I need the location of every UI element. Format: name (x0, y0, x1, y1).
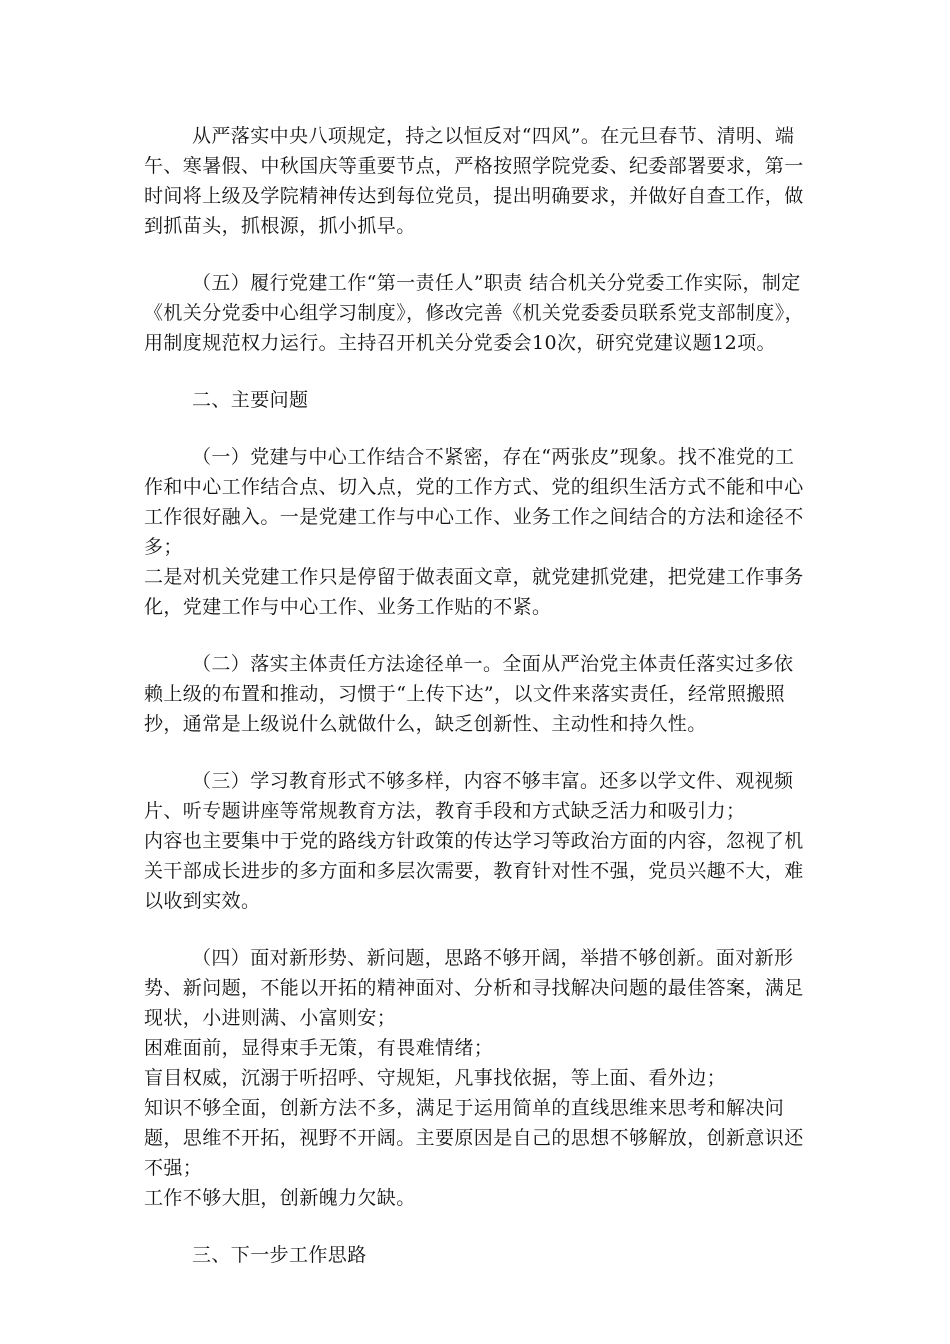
section-heading-next-steps: 三、下一步工作思路 (192, 1244, 367, 1266)
paragraph-line: 内容也主要集中于党的路线方针政策的传达学习等政治方面的内容，忽视了机关干部成长进步的多方面和多层次需要，教育针对性不强，党员兴趣不大，难以收到实效。 (144, 830, 804, 912)
paragraph-line: 知识不够全面，创新方法不多，满足于运用简单的直线思维来思考和解决问题，思维不开拓，视野不开阔。主要原因是自己的思想不够解放，创新意识还不强； (144, 1097, 804, 1179)
paragraph-line: （二）落实主体责任方法途径单一。全面从严治党主体责任落实过多依赖上级的布置和推动，习惯于“上传下达”，以文件来落实责任，经常照搬照抄，通常是上级说什么就做什么，缺乏创新性、主动性和持久性。 (144, 653, 794, 735)
paragraph-line: 盲目权威，沉溺于听招呼、守规矩，凡事找依据，等上面、看外边； (144, 1067, 727, 1089)
section-heading-main-problems: 二、主要问题 (192, 389, 309, 411)
paragraph-problem-four (144, 943, 810, 1213)
paragraph-line: （三）学习教育形式不够多样，内容不够丰富。还多以学文件、观视频片、听专题讲座等常规教育方法，教育手段和方式缺乏活力和吸引力； (144, 770, 794, 822)
paragraph-line: 二是对机关党建工作只是停留于做表面文章，就党建抓党建，把党建工作事务化，党建工作与中心工作、业务工作贴的不紧。 (144, 566, 804, 618)
paragraph-line: （四）面对新形势、新问题，思路不够开阔，举措不够创新。面对新形势、新问题，不能以开拓的精神面对、分析和寻找解决问题的最佳答案，满足现状，小进则满、小富则安； (144, 947, 804, 1029)
document-body (144, 121, 810, 1297)
paragraph-four-winds (144, 121, 810, 241)
paragraph-problem-three (144, 766, 810, 916)
paragraph-line: （五）履行党建工作“第一责任人”职责 结合机关分党委工作实际，制定《机关分党委中心组学习制度》，修改完善《机关党委委员联系党支部制度》，用制度规范权力运行。主持召开机关分党委会10次，研究党建议题12项。 (144, 272, 805, 354)
paragraph-line: 困难面前，显得束手无策，有畏难情绪； (144, 1037, 494, 1059)
paragraph-problem-one (144, 442, 810, 622)
paragraph-problem-two (144, 649, 810, 739)
paragraph-line: 工作不够大胆，创新魄力欠缺。 (144, 1187, 416, 1209)
paragraph-line: （一）党建与中心工作结合不紧密，存在“两张皮”现象。找不准党的工作和中心工作结合点、切入点，党的工作方式、党的组织生活方式不能和中心工作很好融入。一是党建工作与中心工作、业务工作之间结合的方法和途径不多； (144, 446, 804, 558)
paragraph-first-responsible-person (144, 268, 810, 358)
paragraph-line: 从严落实中央八项规定，持之以恒反对“四风”。在元旦春节、清明、端午、寒暑假、中秋国庆等重要节点，严格按照学院党委、纪委部署要求，第一时间将上级及学院精神传达到每位党员，提出明确要求，并做好自查工作，做到抓苗头，抓根源，抓小抓早。 (144, 125, 804, 237)
